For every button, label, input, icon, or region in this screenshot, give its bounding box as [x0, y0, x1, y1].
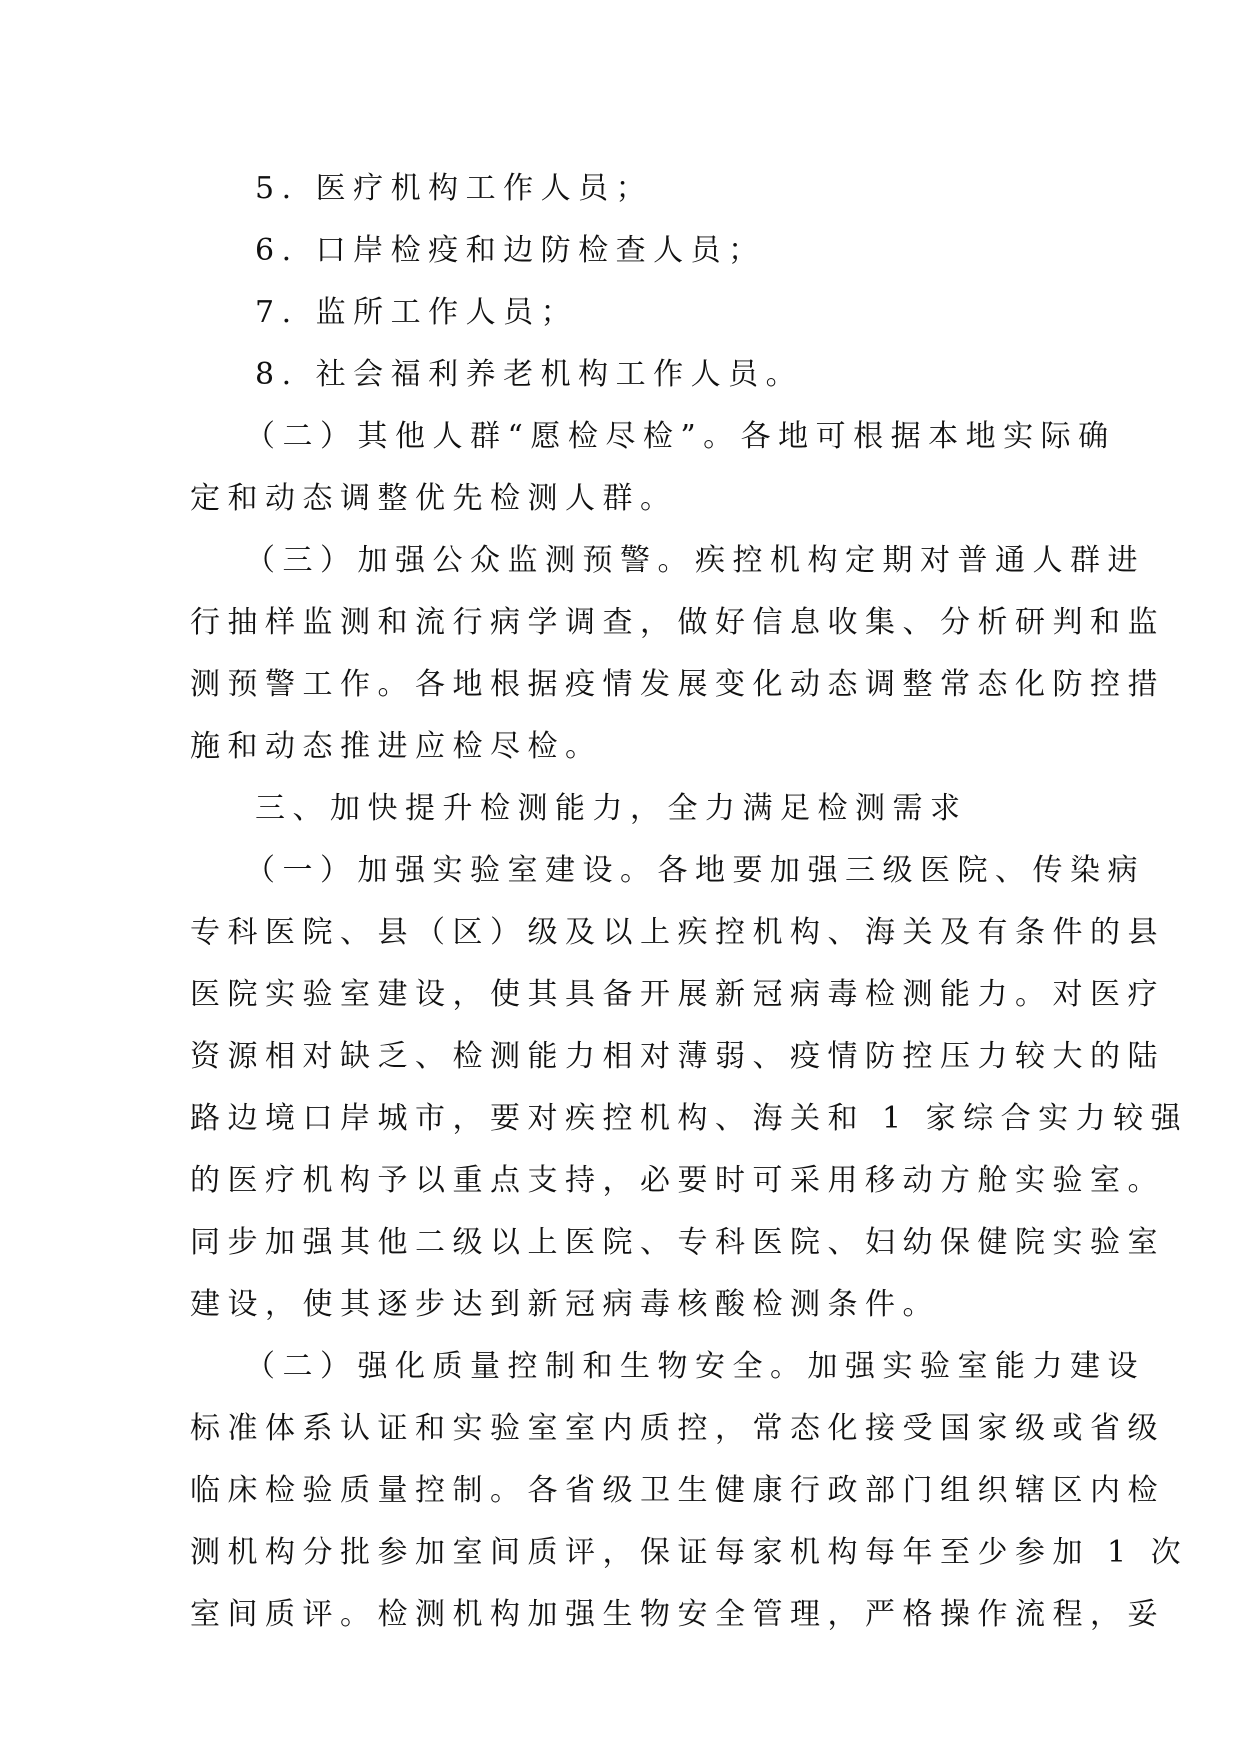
text-line: 6. 口岸检疫和边防检查人员；: [255, 233, 766, 268]
text-line: 测机构分批参加室间质评，保证每家机构每年至少参加 1 次: [190, 1535, 1189, 1570]
list-item-8: [190, 344, 1058, 406]
text-line: 5. 医疗机构工作人员；: [255, 171, 654, 206]
text-line: 专科医院、县（区）级及以上疾控机构、海关及有条件的县: [190, 915, 1165, 950]
text-line: 施和动态推进应检尽检。: [190, 729, 603, 764]
text-line: （二）其他人群“愿检尽检”。各地可根据本地实际确: [245, 419, 1116, 454]
text-line: 医院实验室建设，使其具备开展新冠病毒检测能力。对医疗: [190, 977, 1165, 1012]
paragraph-other-groups: [190, 406, 1116, 530]
text-line: 室间质评。检测机构加强生物安全管理，严格操作流程，妥: [190, 1597, 1165, 1632]
text-line: （三）加强公众监测预警。疾控机构定期对普通人群进: [245, 543, 1145, 578]
text-line: 行抽样监测和流行病学调查，做好信息收集、分析研判和监: [190, 605, 1165, 640]
paragraph-quality-control: [190, 1336, 1189, 1646]
text-line: 路边境口岸城市，要对疾控机构、海关和 1 家综合实力较强: [190, 1101, 1189, 1136]
text-line: 资源相对缺乏、检测能力相对薄弱、疫情防控压力较大的陆: [190, 1039, 1165, 1074]
document-body: [190, 158, 1189, 1646]
text-line: 三、加快提升检测能力，全力满足检测需求: [255, 791, 968, 826]
text-line: （一）加强实验室建设。各地要加强三级医院、传染病: [245, 853, 1145, 888]
text-line: 同步加强其他二级以上医院、专科医院、妇幼保健院实验室: [190, 1225, 1165, 1260]
paragraph-lab-construction: [190, 840, 1189, 1336]
text-line: 建设，使其逐步达到新冠病毒核酸检测条件。: [190, 1287, 940, 1322]
text-line: 7. 监所工作人员；: [255, 295, 579, 330]
list-item-7: [190, 282, 1058, 344]
section-3-heading: [190, 778, 1058, 840]
text-line: 测预警工作。各地根据疫情发展变化动态调整常态化防控措: [190, 667, 1165, 702]
text-line: 临床检验质量控制。各省级卫生健康行政部门组织辖区内检: [190, 1473, 1165, 1508]
paragraph-public-monitoring: [190, 530, 1165, 778]
list-item-5: [190, 158, 1058, 220]
text-line: 标准体系认证和实验室室内质控，常态化接受国家级或省级: [190, 1411, 1165, 1446]
list-item-6: [190, 220, 1058, 282]
text-line: 定和动态调整优先检测人群。: [190, 481, 678, 516]
text-line: 8. 社会福利养老机构工作人员。: [255, 357, 804, 392]
text-line: （二）强化质量控制和生物安全。加强实验室能力建设: [245, 1349, 1145, 1384]
text-line: 的医疗机构予以重点支持，必要时可采用移动方舱实验室。: [190, 1163, 1165, 1198]
